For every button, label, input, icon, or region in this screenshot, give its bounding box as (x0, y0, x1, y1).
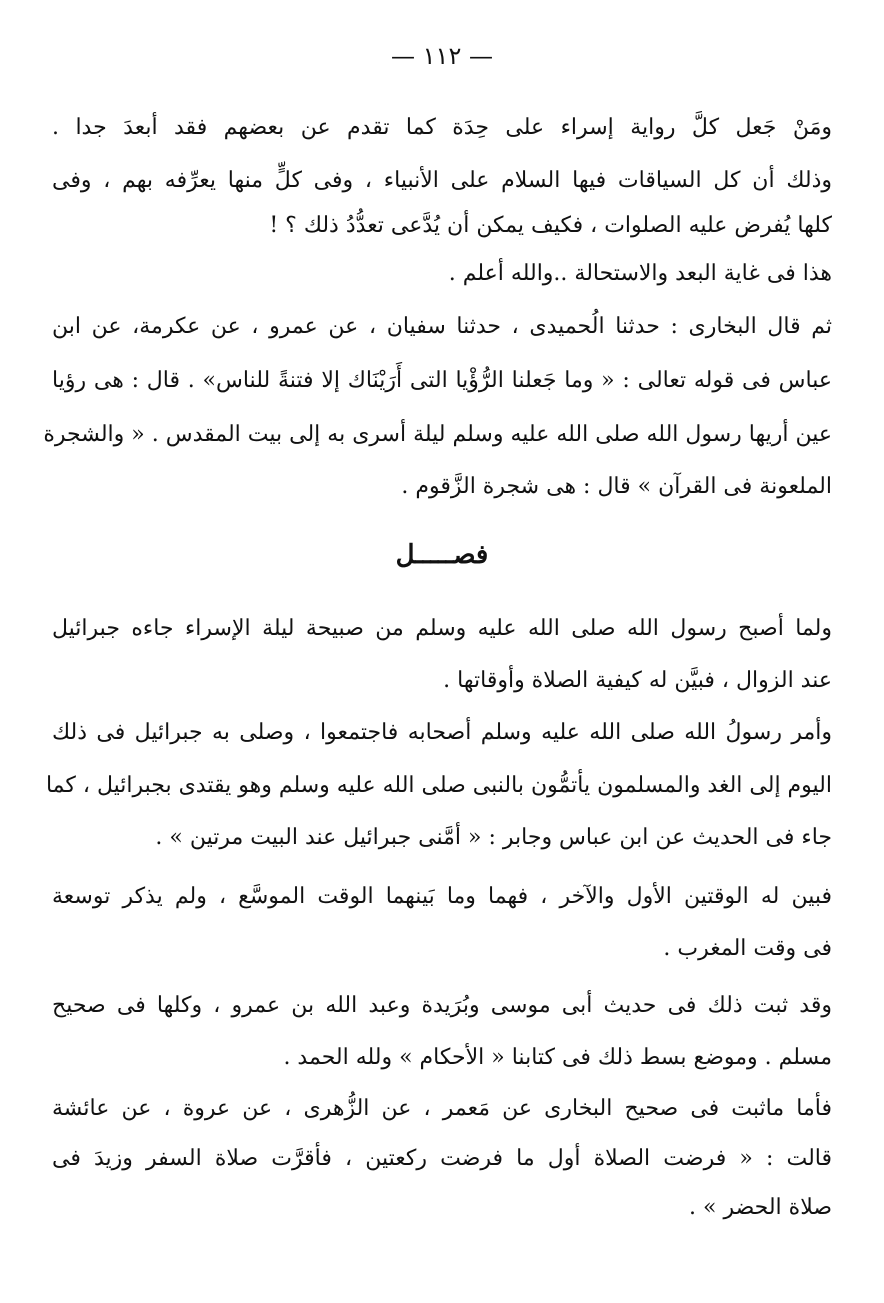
text-line: وذلك أن كل السياقات فيها السلام على الأنبياء ، وفى كلٍّ منها يعرِّفه بهم ، وفى (52, 168, 832, 193)
text-line: الملعونة فى القرآن » قال : هى شجرة الزَّقوم . (401, 474, 832, 499)
text-line: ثم قال البخارى : حدثنا الُحميدى ، حدثنا سفيان ، عن عمرو ، عن عكرمة، عن ابن (52, 314, 832, 339)
text-line: مسلم . وموضع بسط ذلك فى كتابنا « الأحكام » ولله الحمد . (283, 1045, 832, 1070)
text-line: عباس فى قوله تعالى : « وما جَعلنا الرُّؤْيا التى أَرَيْنَاك إلا فتنةً للناس» . قال : هى رؤيا (52, 368, 832, 393)
text-line: فبين له الوقتين الأول والآخر ، فهما وما بَينهما الوقت الموسَّع ، ولم يذكر توسعة (52, 884, 832, 909)
text-line: صلاة الحضر » . (689, 1195, 832, 1220)
page-number: — ١١٢ — (391, 42, 493, 70)
text-line: فى وقت المغرب . (663, 936, 832, 961)
text-line: وقد ثبت ذلك فى حديث أبى موسى وبُرَيدة وعبد الله بن عمرو ، وكلها فى صحيح (52, 993, 832, 1018)
text-line: جاء فى الحديث عن ابن عباس وجابر : « أمَّنى جبرائيل عند البيت مرتين » . (155, 825, 832, 850)
text-line: وأمر رسولُ الله صلى الله عليه وسلم أصحابه فاجتمعوا ، وصلى به جبرائيل فى ذلك (52, 720, 832, 745)
text-line: ولما أصبح رسول الله صلى الله عليه وسلم من صبيحة ليلة الإسراء جاءه جبرائيل (52, 616, 832, 641)
text-line: ومَنْ جَعل كلَّ رواية إسراء على حِدَة كما تقدم عن بعضهم فقد أبعدَ جدا . (52, 115, 832, 140)
text-line: فأما ماثبت فى صحيح البخارى عن مَعمر ، عن الزُّهرى ، عن عروة ، عن عائشة (52, 1096, 832, 1121)
text-line: اليوم إلى الغد والمسلمون يأتمُّون بالنبى صلى الله عليه وسلم وهو يقتدى بجبرائيل ، كما (45, 773, 832, 798)
text-line: عين أريها رسول الله صلى الله عليه وسلم ليلة أسرى به إلى بيت المقدس . « والشجرة (43, 422, 832, 447)
text-line: عند الزوال ، فبيَّن له كيفية الصلاة وأوقاتها . (443, 668, 832, 693)
section-heading: فصـــــل (395, 540, 489, 570)
text-line: قالت : « فرضت الصلاة أول ما فرضت ركعتين ، فأقرَّت صلاة السفر وزيدَ فى (52, 1146, 832, 1171)
text-line: كلها يُفرض عليه الصلوات ، فكيف يمكن أن يُدَّعى تعدُّدُ ذلك ؟ ! (269, 213, 832, 238)
text-line: هذا فى غاية البعد والاستحالة ..والله أعلم . (448, 261, 832, 286)
